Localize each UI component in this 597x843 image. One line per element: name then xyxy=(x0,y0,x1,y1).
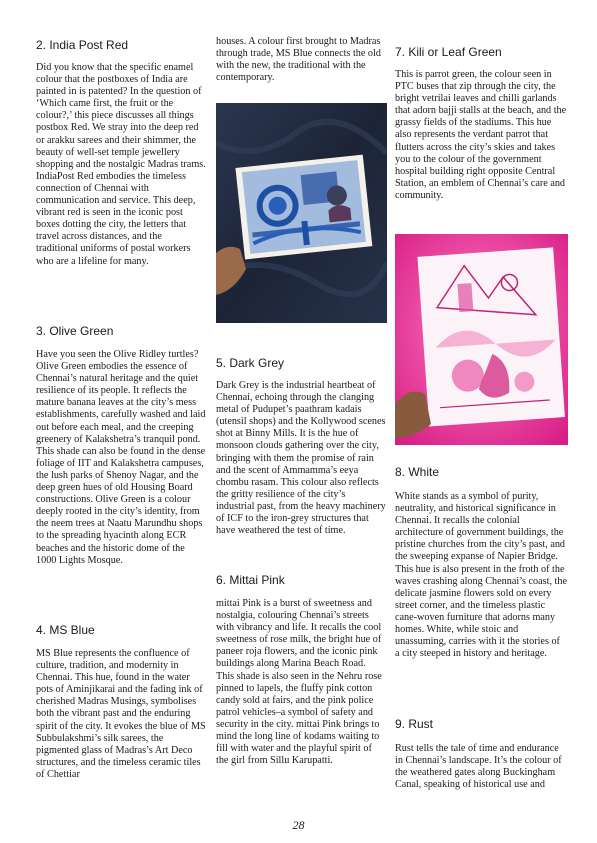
section-rust-body: Rust tells the tale of time and endurance in Chennai’s landscape. It’s the colour of the weathered gates along Buckingham Canal, speaking of historical use and xyxy=(395,743,562,791)
mittai-pink-painting-photo xyxy=(395,234,568,445)
section-mittai-pink-body: mittai Pink is a burst of sweetness and nostalgia, colouring Chennai’s streets with vibrancy and life. It recalls the cool sweetness of rose milk, the bright hue of paneer roja flowers, and the iconic pink buildings along Marina Beach Road. This shade is also seen in the Nehru rose pinned to lapels, the fluffy pink cotton candy sold at fairs, and the pink police patrol vehicles–a symbol of safety and security in the city. mittai Pink brings to mind the long line of kodams waiting to fill with water and the playful spirit of the girl from Sillu Karupatti. xyxy=(216,598,382,767)
section-ms-blue-continued: houses. A colour first brought to Madras through trade, MS Blue connects the old with the new, the traditional with the contemporary. xyxy=(216,36,381,84)
section-mittai-pink-heading: 6. Mittai Pink xyxy=(216,573,285,587)
section-white-heading: 8. White xyxy=(395,465,440,479)
section-kili-leaf-green-body: This is parrot green, the colour seen in PTC buses that zip through the city, the bright vetrilai leaves and chilli garlands that adorn bajji stalls at the beach, and the grassy fields of the stadiums. This hue also represents the verdant parrot that flutters across the city’s skies and takes you to the colour of the government hospital building right opposite Central Station, an emblem of Chennai’s care and community. xyxy=(395,69,567,201)
ms-blue-painting-photo xyxy=(216,103,387,323)
section-olive-green-body: Have you seen the Olive Ridley turtles? Olive Green embodies the essence of Chennai’s natural heritage and the quiet resilience of its people. It reflects the mature banana leaves at the city’s mess establishments, carefully washed and laid out before each meal, and the creeping greenery of Kalakshetra’s tranquil pond. This shade can also be found in the dense foliage of IIT and Kalakshetra campuses, the lush parks of Shenoy Nagar, and the deep green hues of old Housing Board constructions. Olive Green is a colour deeply rooted in the city’s identity, from the neem trees at Naatu Marundhu shops to the spreading hyacinth along ECR beaches and the historic dome of the 1000 Lights Mosque. xyxy=(36,349,206,566)
section-kili-leaf-green-heading: 7. Kili or Leaf Green xyxy=(395,45,502,59)
section-ms-blue-heading: 4. MS Blue xyxy=(36,623,95,637)
page-number: 28 xyxy=(292,818,305,832)
ms-blue-painting-illustration xyxy=(216,103,387,323)
section-india-post-red-heading: 2. India Post Red xyxy=(36,38,129,52)
section-ms-blue-body: MS Blue represents the confluence of culture, tradition, and modernity in Chennai. This hue, found in the water pots of Aminjikarai and the fading ink of cherished Madras Musings, symbolises both the vibrant past and the enduring spirit of the city. It evokes the blue of MS Subbulakshmi’s silk sarees, the pigmented glass of Madras’s Art Deco structures, and the timeless ceramic tiles of Chettiar xyxy=(36,648,206,780)
section-olive-green-heading: 3. Olive Green xyxy=(36,324,114,338)
section-rust-heading: 9. Rust xyxy=(395,717,434,731)
section-dark-grey-heading: 5. Dark Grey xyxy=(216,356,285,370)
section-dark-grey-body: Dark Grey is the industrial heartbeat of Chennai, echoing through the clanging metal of Pudupet’s paathram kadais (utensil shops) and the Kollywood scenes shot at Binny Mills. It is the hue of monsoon clouds gathering over the city, bringing with them the promise of rain and the scent of Ammamma’s eeya chombu rasam. This colour also reflects the gritty resilience of the city’s industrial past, from the heavy machinery of ICF to the iron-grey structures that have weathered the test of time. xyxy=(216,380,386,537)
section-white-body: White stands as a symbol of purity, neutrality, and historical significance in Chennai. It recalls the colonial architecture of government buildings, the pristine churches from the city’s past, and the sweeping expanse of Napier Bridge. This hue is also present in the froth of the waves crashing along Chennai’s coast, the delicate jasmine flowers sold on every street corner, and the timeless plastic cane-woven furniture that adorns many homes. White, while stoic and unassuming, carries with it the stories of a city steeped in history and heritage. xyxy=(395,491,568,660)
mittai-pink-painting-illustration xyxy=(395,234,568,445)
section-india-post-red-body: Did you know that the specific enamel colour that the postboxes of India are painted in is patented? In the question of ‘Which came first, the fruit or the colour?,’ this piece discusses all things postbox Red. We stray into the deep red or arakku sarees and their shimmer, the beauty of well-set temple jewellery shopping and the nostalgic Madras trams. IndiaPost Red embodies the timeless connection of Chennai with communication and service. This deep, vibrant red is seen in the iconic post boxes dotting the city, the letters that travel across distances, and the traditional uniforms of postal workers who are a lifeline for many. xyxy=(36,62,206,267)
